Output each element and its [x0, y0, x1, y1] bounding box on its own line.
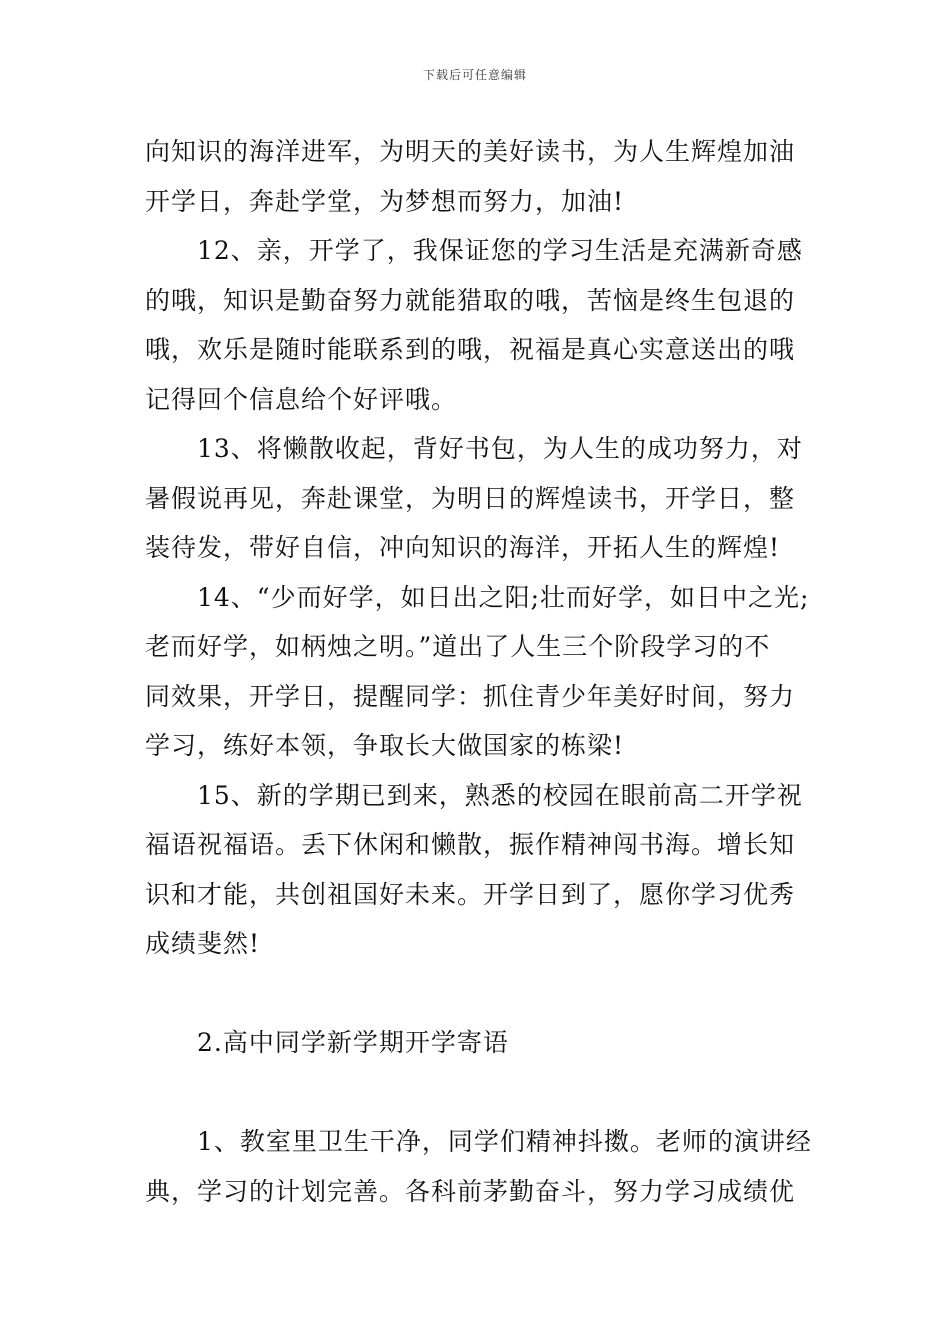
text-line: 向知识的海洋进军，为明天的美好读书，为人生辉煌加油 [145, 137, 796, 166]
text-line: 装待发，带好自信，冲向知识的海洋，开拓人生的辉煌! [145, 533, 781, 562]
text-line: 同效果，开学日，提醒同学：抓住青少年美好时间，努力 [145, 681, 796, 711]
paragraph-12-start: 12、亲，开学了，我保证您的学习生活是充满新奇感 [197, 236, 803, 265]
text-line: 福语祝福语。丢下休闲和懒散，振作精神闯书海。增长知 [145, 830, 796, 859]
page-header-note: 下载后可任意编辑 [422, 68, 527, 82]
text-line: 开学日，奔赴学堂，为梦想而努力，加油! [145, 186, 625, 216]
text-line: 记得回个信息给个好评哦。 [145, 384, 458, 414]
text-line: 老而好学，如柄烛之明。”道出了人生三个阶段学习的不 [145, 632, 771, 661]
section-heading: 2.高中同学新学期开学寄语 [197, 1028, 509, 1057]
spacer [145, 969, 815, 1019]
text-line: 典，学习的计划完善。各科前茅勤奋斗，努力学习成绩优 [145, 1176, 796, 1206]
paragraph-14-start: 14、“少而好学，如日出之阳;壮而好学，如日中之光; [197, 582, 810, 612]
text-line: 成绩斐然! [145, 929, 261, 958]
text-line: 暑假说再见，奔赴课堂，为明日的辉煌读书，开学日，整 [145, 483, 796, 513]
text-line: 学习，练好本领，争取长大做国家的栋梁! [145, 731, 625, 760]
paragraph-15-start: 15、新的学期已到来，熟悉的校园在眼前高二开学祝 [197, 780, 803, 810]
text-line: 的哦，知识是勤奋努力就能猎取的哦，苦恼是终生包退的 [145, 285, 796, 315]
paragraph-1-start: 1、教室里卫生干净，同学们精神抖擞。老师的演讲经 [197, 1127, 812, 1156]
spacer [145, 1068, 815, 1118]
text-line: 哦，欢乐是随时能联系到的哦，祝福是真心实意送出的哦 [145, 335, 796, 364]
document-body [145, 127, 815, 1216]
text-line: 识和才能，共创祖国好未来。开学日到了，愿你学习优秀 [145, 879, 796, 909]
paragraph-13-start: 13、将懒散收起，背好书包，为人生的成功努力，对 [197, 434, 803, 463]
